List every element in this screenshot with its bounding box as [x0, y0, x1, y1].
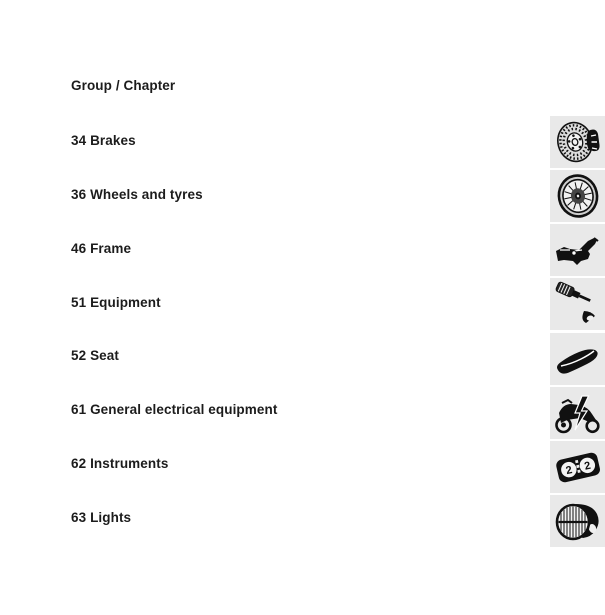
chapter-label-electrical: 61 General electrical equipment	[71, 402, 278, 417]
frame-icon	[554, 226, 602, 274]
chapter-label-frame: 46 Frame	[71, 241, 132, 256]
chapter-icon-cell-equipment	[550, 278, 605, 330]
shock-absorber-icon	[554, 280, 602, 328]
motorcycle-lightning-icon	[554, 389, 602, 437]
chapter-label-equipment: 51 Equipment	[71, 295, 161, 310]
chapter-label-instruments: 62 Instruments	[71, 456, 169, 471]
group-chapter-header: Group / Chapter	[71, 78, 176, 93]
headlight-icon	[554, 497, 602, 545]
brake-disc-icon	[554, 118, 602, 166]
chapter-icon-cell-instruments	[550, 441, 605, 493]
chapter-label-seat: 52 Seat	[71, 348, 119, 363]
chapter-icon-cell-lights	[550, 495, 605, 547]
chapter-icon-cell-electrical	[550, 387, 605, 439]
chapter-label-wheels: 36 Wheels and tyres	[71, 187, 203, 202]
chapter-icon-cell-frame	[550, 224, 605, 276]
svg-text:2: 2	[582, 459, 592, 473]
wheel-icon	[554, 172, 602, 220]
chapter-icon-cell-wheels	[550, 170, 605, 222]
chapter-label-lights: 63 Lights	[71, 510, 132, 525]
chapter-icon-cell-brakes	[550, 116, 605, 168]
chapter-label-brakes: 34 Brakes	[71, 133, 136, 148]
chapter-icon-cell-seat	[550, 333, 605, 385]
seat-icon	[554, 335, 602, 383]
instrument-cluster-icon	[554, 443, 602, 491]
svg-text:2: 2	[564, 464, 573, 478]
